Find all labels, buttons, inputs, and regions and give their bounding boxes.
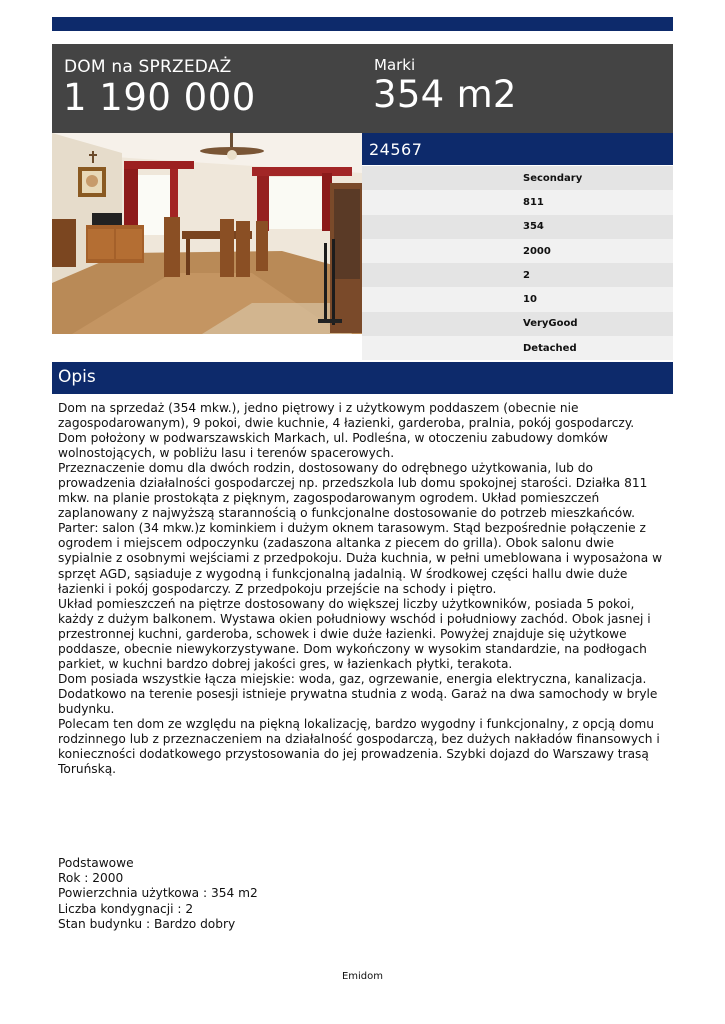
spec-row-area: 354 — [362, 215, 673, 239]
basic-info-line: Liczba kondygnacji : 2 — [58, 901, 194, 916]
property-photo — [52, 133, 362, 334]
description-paragraph: Przeznaczenie domu dla dwóch rodzin, dostosowany do odrębnego użytkowania, lub do prowadzenia działalności gospodarczej np. przedszkola lub domu spokojnej starości. Działka 811 mkw. na planie prostokąta z pięknym, zagospodarowanym ogrodem. Układ pomieszczeń zaplanowany z najwyższą starannością o funkcjonalne dostosowanie do potrzeb mieszkańców. — [58, 461, 648, 521]
description-heading: Opis — [52, 362, 673, 394]
spec-row-year: 2000 — [362, 239, 673, 263]
listing-header — [52, 44, 673, 133]
description-paragraph: Układ pomieszczeń na piętrze dostosowany do większej liczby użytkowników, posiada 5 pokoi, każdy z dużym balkonem. Wystawa okien południowy wschód i południowy zachód. Obok jasnej i przestronnej kuchni, garderoba, schowek i dwie duże łazienki. Powyżej znajduje się użytkowe poddasze, obecnie niewykorzystywane. Dom wykończony w wysokim standardzie, na podłogach parkiet, w kuchni bardzo dobrej jakości gres, w łazienkach płytki, terakota. — [58, 596, 651, 671]
listing-id: 24567 — [362, 133, 673, 165]
basic-info-line: Rok : 2000 — [58, 871, 124, 886]
top-accent-bar — [52, 17, 673, 31]
basic-info-line: Stan budynku : Bardzo dobry — [58, 916, 236, 931]
basic-info-line: Powierzchnia użytkowa : 354 m2 — [58, 886, 258, 901]
basic-info-heading: Podstawowe — [58, 856, 134, 870]
price: 1 190 000 — [63, 76, 256, 119]
spec-row-plot: 811 — [362, 190, 673, 214]
spec-row-condition: VeryGood — [362, 312, 673, 336]
spec-table — [362, 166, 673, 360]
living-room-photo — [52, 133, 362, 334]
description-text — [58, 401, 670, 777]
description-paragraph: Dom posiada wszystkie łącza miejskie: woda, gaz, ogrzewanie, energia elektryczna, kanalizacja. Dodatkowo na terenie posesji istnieje prywatna studnia z wodą. Garaż na dwa samochody w bryle budynku. — [58, 671, 658, 716]
spec-row-floors: 2 — [362, 263, 673, 287]
description-paragraph: Dom na sprzedaż (354 mkw.), jedno piętrowy i z użytkowym poddaszem (obecnie nie zagospodarowanym), 9 pokoi, dwie kuchnie, 4 łazienki, garderoba, pralnia, pokój gospodarczy. — [58, 401, 635, 431]
description-paragraph: Dom położony w podwarszawskich Markach, ul. Podleśna, w otoczeniu zabudowy domków wolnostojących, w pobliżu lasu i terenów spacerowych. — [58, 431, 609, 461]
footer-agency: Emidom — [341, 971, 384, 982]
description-paragraph: Parter: salon (34 mkw.)z kominkiem i dużym oknem tarasowym. Stąd bezpośrednie połączenie z ogrodem i miejscem odpoczynku (zadaszona altanka z piecem do grilla). Obok salonu dwie sypialnie z osobnymi wejściami z przedpokoju. Duża kuchnia, w pełni umeblowana i wyposażona w sprzęt AGD, sąsiaduje z wygodną i funkcjonalną jadalnią. W środkowej części hallu dwie duże łazienki i pokój gospodarczy. Z przedpokoju przejście na schody i piętro. — [58, 521, 663, 596]
property-type: DOM na SPRZEDAŻ — [64, 57, 232, 77]
spec-row-building-type: Detached — [362, 336, 673, 360]
spec-row-market: Secondary — [362, 166, 673, 190]
area: 354 m2 — [373, 73, 517, 116]
description-paragraph: Polecam ten dom ze względu na piękną lokalizację, bardzo wygodny i funkcjonalny, z opcją domu rodzinnego lub z przeznaczeniem na działalność gospodarczą, bez dużych nakładów finansowych i konieczności dodatkowego przystosowania do jej prowadzenia. Szybki dojazd do Warszawy trasą Toruńską. — [58, 716, 660, 777]
basic-info — [58, 856, 458, 932]
city: Marki — [374, 56, 416, 74]
spec-row-rooms: 10 — [362, 287, 673, 311]
